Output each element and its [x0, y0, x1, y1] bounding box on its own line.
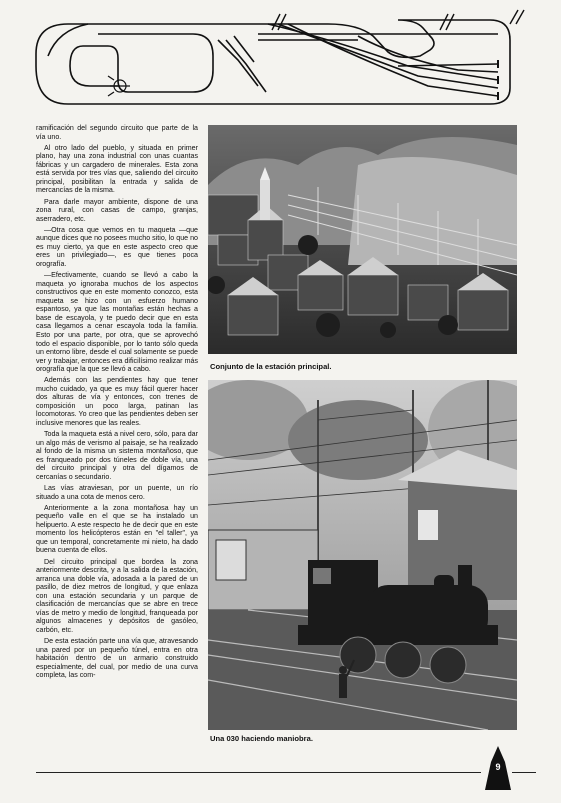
paragraph: Para darle mayor ambiente, dispone de una zona rural, con casas de campo, granjas, aserradero, etc. [36, 197, 198, 223]
station-photo-caption: Conjunto de la estación principal. [210, 362, 332, 371]
paragraph: Del circuito principal que bordea la zona anteriormente descrita, y a la salida de la estación, arranca una doble vía, adosada a la pared de un pasillo, de diez metros de longitud, y que enlaza con una estación secundaria y un parque de clasificación de mercancías que se abre en trece vías de metro y medio de longitud, franqueada por algunos almacenes y depósitos de gasóleo, carbón, etc. [36, 557, 198, 634]
paragraph: Las vías atraviesan, por un puente, un río situado a una cota de menos cero. [36, 484, 198, 501]
paragraph: —Efectivamente, cuando se llevó a cabo la maqueta yo ignoraba muchos de los aspectos constructivos que en este momento conozco, esta maqueta se hizo con un esfuerzo humano espantoso, ya que las montañas están hechas a base de escayola, y te puedo decir que en esta casa llegamos a cenar escayola toda la familia. Esto por una parte, por otra, que se aprovechó todo el espacio disponible, por lo tanto sólo queda un entorno libre, desde el cual solamente se puede ver y trabajar, entonces era dificilísimo realizar más orografía que la que se llevó a cabo. [36, 271, 198, 374]
paragraph: Además con las pendientes hay que tener mucho cuidado, ya que es muy fácil querer hacer dos alturas de vía y entonces, con trenes de composición un poco larga, patinan las locomotoras. Yo creo que las pendientes deben ser inclusive menores que las reales. [36, 376, 198, 428]
paragraph: ramificación del segundo circuito que parte de la vía uno. [36, 124, 198, 141]
page-number: 9 [495, 762, 501, 772]
station-photo [208, 125, 517, 354]
footer-rule [36, 772, 481, 773]
article-text-column [36, 124, 198, 682]
locomotive-photo [208, 380, 517, 730]
paragraph: —Otra cosa que vemos en tu maqueta —que aunque dices que no posees mucho sitio, lo que no es muy cierto, ya que en este aspecto creo que eres un privilegiado—, es que tienes poca orografía. [36, 225, 198, 268]
paragraph: De esta estación parte una vía que, atravesando una pared por un pequeño túnel, entra en otra habitación dentro de un armario construido especialmente, del cual, por medio de una curva completa, las com- [36, 637, 198, 680]
track-plan-diagram [28, 6, 538, 118]
locomotive-photo-caption: Una 030 haciendo maniobra. [210, 734, 313, 743]
paragraph: Anteriormente a la zona montañosa hay un pequeño valle en el que se ha instalado un helipuerto. A este respecto he de decir que en este momento los helicópteros están en "el taller", ya que un temporal, concretamente mi nieto, ha dado buena cuenta de ellos. [36, 503, 198, 555]
footer-rule-right [512, 772, 536, 773]
paragraph: Al otro lado del pueblo, y situada en primer plano, hay una zona industrial con unas cuantas fábricas y un cargadero de minerales. Esta zona está servida por tres vías que, saliendo del circuito principal, posibilitan la entrada y salida de mercancías de la misma. [36, 143, 198, 195]
turntable-icon [108, 76, 130, 96]
paragraph: Toda la maqueta está a nivel cero, sólo, para dar un algo más de verismo al paisaje, se ha realizado al fondo de la misma un sistema montañoso, que es franqueado por dos túneles de doble vía, una del circuito principal y otra del dígamos de cercanías o secundario. [36, 430, 198, 481]
